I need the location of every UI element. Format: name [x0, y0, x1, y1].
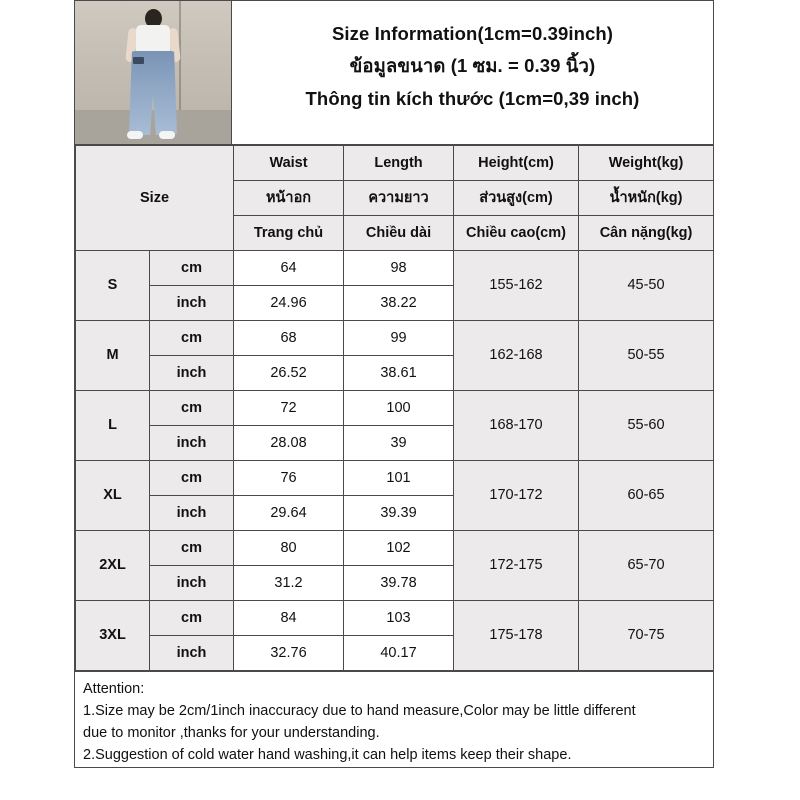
chart-title-block [232, 1, 713, 144]
col-header-waist-en: Waist [234, 145, 344, 180]
row-size-2xl: 2XL [76, 530, 150, 600]
xl-weight: 60-65 [579, 460, 714, 530]
table-row [76, 390, 714, 425]
col-header-height-vi: Chiều cao(cm) [454, 215, 579, 250]
table-row [76, 460, 714, 495]
l-height: 168-170 [454, 390, 579, 460]
2xl-weight: 65-70 [579, 530, 714, 600]
s-length-inch: 38.22 [344, 285, 454, 320]
chart-header [75, 1, 713, 145]
measurements-table [75, 145, 714, 671]
xl-waist-inch: 29.64 [234, 495, 344, 530]
2xl-waist-inch: 31.2 [234, 565, 344, 600]
unit-inch: inch [150, 425, 234, 460]
3xl-waist-inch: 32.76 [234, 635, 344, 670]
unit-inch: inch [150, 355, 234, 390]
2xl-waist-cm: 80 [234, 530, 344, 565]
attention-line-3: 2.Suggestion of cold water hand washing,it can help items keep their shape. [83, 746, 572, 763]
unit-cm: cm [150, 460, 234, 495]
m-waist-cm: 68 [234, 320, 344, 355]
title-english: Size Information(1cm=0.39inch) [331, 22, 614, 44]
model-right-shoe [159, 131, 175, 139]
row-size-l: L [76, 390, 150, 460]
m-weight: 50-55 [579, 320, 714, 390]
header-row-english [76, 145, 714, 180]
3xl-height: 175-178 [454, 600, 579, 670]
title-vietnamese: Thông tin kích thước (1cm=0,39 inch) [305, 87, 640, 109]
col-header-length-en: Length [344, 145, 454, 180]
col-header-weight-en: Weight(kg) [579, 145, 714, 180]
table-row [76, 530, 714, 565]
unit-inch: inch [150, 565, 234, 600]
xl-waist-cm: 76 [234, 460, 344, 495]
xl-length-cm: 101 [344, 460, 454, 495]
3xl-waist-cm: 84 [234, 600, 344, 635]
2xl-length-inch: 39.78 [344, 565, 454, 600]
col-header-weight-vi: Cân nặng(kg) [579, 215, 714, 250]
l-weight: 55-60 [579, 390, 714, 460]
row-size-m: M [76, 320, 150, 390]
l-waist-cm: 72 [234, 390, 344, 425]
unit-cm: cm [150, 320, 234, 355]
xl-length-inch: 39.39 [344, 495, 454, 530]
s-waist-inch: 24.96 [234, 285, 344, 320]
attention-note [75, 671, 713, 767]
unit-inch: inch [150, 635, 234, 670]
attention-line-1: 1.Size may be 2cm/1inch inaccuracy due to hand measure,Color may be little different [83, 702, 636, 719]
m-length-cm: 99 [344, 320, 454, 355]
unit-inch: inch [150, 285, 234, 320]
unit-cm: cm [150, 600, 234, 635]
l-length-cm: 100 [344, 390, 454, 425]
3xl-length-inch: 40.17 [344, 635, 454, 670]
unit-inch: inch [150, 495, 234, 530]
size-header-cell: Size [76, 145, 234, 250]
2xl-length-cm: 102 [344, 530, 454, 565]
s-weight: 45-50 [579, 250, 714, 320]
unit-cm: cm [150, 390, 234, 425]
product-photo [75, 1, 232, 144]
s-height: 155-162 [454, 250, 579, 320]
table-row [76, 600, 714, 635]
l-length-inch: 39 [344, 425, 454, 460]
attention-title: Attention: [83, 680, 145, 697]
table-row [76, 250, 714, 285]
s-length-cm: 98 [344, 250, 454, 285]
attention-line-2: due to monitor ,thanks for your understanding. [83, 724, 380, 741]
m-length-inch: 38.61 [344, 355, 454, 390]
photo-floor [75, 110, 231, 144]
col-header-length-th: ความยาว [344, 180, 454, 215]
jeans-brand-patch [133, 57, 144, 64]
unit-cm: cm [150, 250, 234, 285]
col-header-height-th: ส่วนสูง(cm) [454, 180, 579, 215]
m-waist-inch: 26.52 [234, 355, 344, 390]
s-waist-cm: 64 [234, 250, 344, 285]
col-header-waist-th: หน้าอก [234, 180, 344, 215]
2xl-height: 172-175 [454, 530, 579, 600]
model-left-shoe [127, 131, 143, 139]
xl-height: 170-172 [454, 460, 579, 530]
col-header-height-en: Height(cm) [454, 145, 579, 180]
row-size-3xl: 3XL [76, 600, 150, 670]
table-row [76, 320, 714, 355]
3xl-weight: 70-75 [579, 600, 714, 670]
col-header-waist-vi: Trang chủ [234, 215, 344, 250]
row-size-s: S [76, 250, 150, 320]
model-crop-top [136, 25, 170, 53]
col-header-weight-th: น้ำหนัก(kg) [579, 180, 714, 215]
row-size-xl: XL [76, 460, 150, 530]
m-height: 162-168 [454, 320, 579, 390]
l-waist-inch: 28.08 [234, 425, 344, 460]
col-header-length-vi: Chiều dài [344, 215, 454, 250]
title-thai: ข้อมูลขนาด (1 ซม. = 0.39 นิ้ว) [349, 54, 596, 76]
unit-cm: cm [150, 530, 234, 565]
size-chart [74, 0, 714, 768]
3xl-length-cm: 103 [344, 600, 454, 635]
